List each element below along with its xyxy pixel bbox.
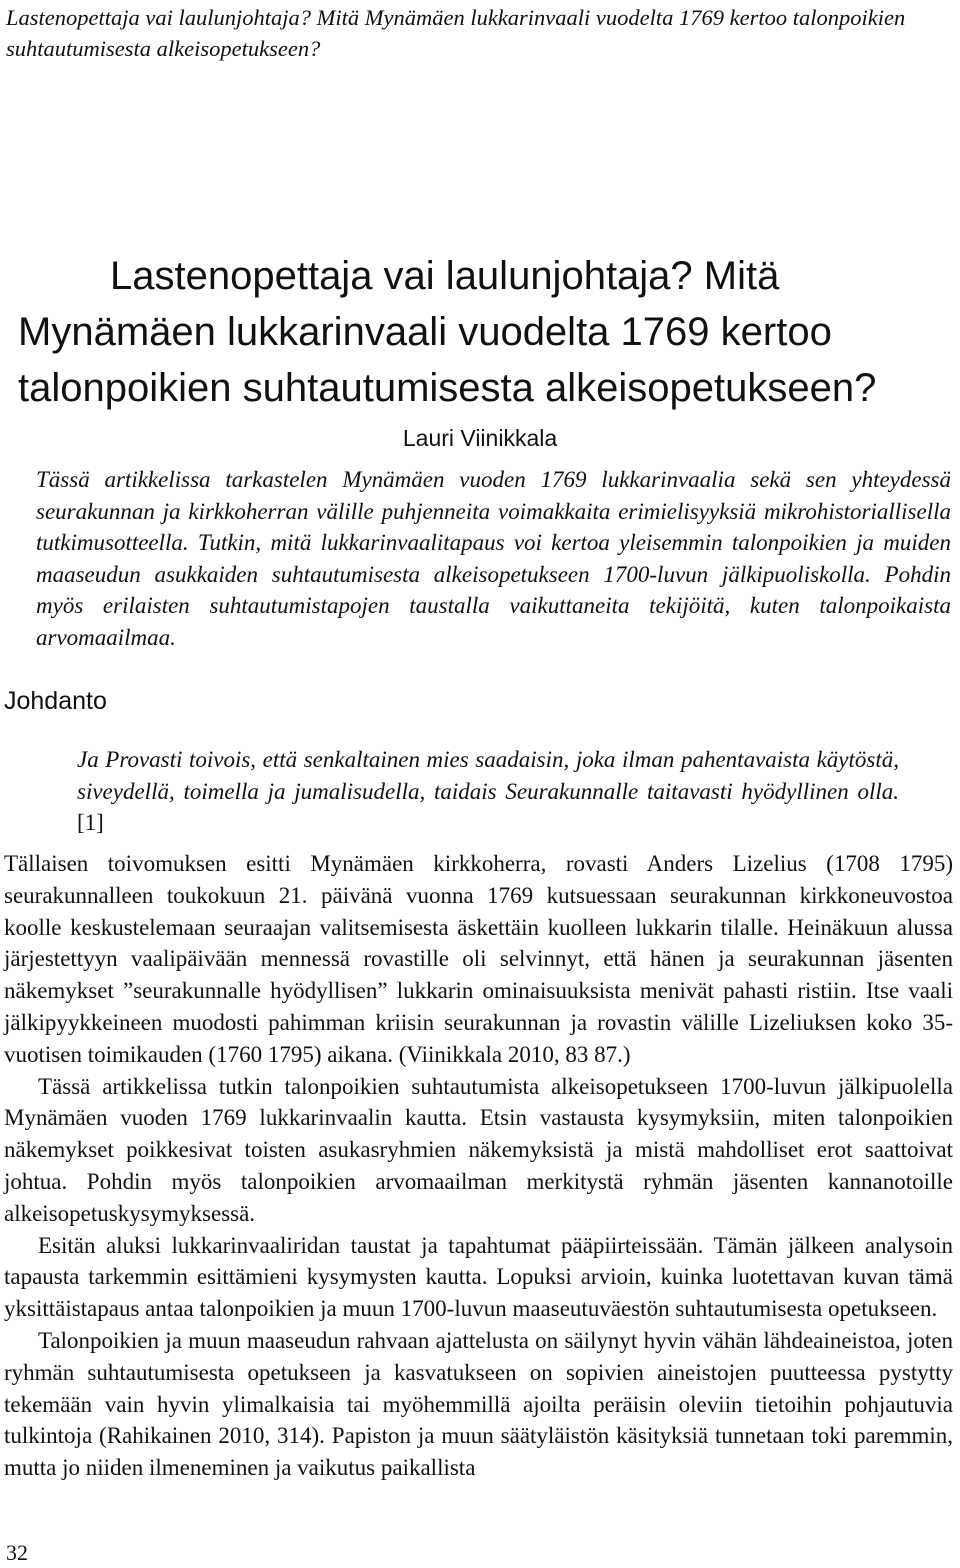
paragraph-4: Talonpoikien ja muun maaseudun rahvaan ajattelusta on säilynyt hyvin vähän lähdeaineistoa, joten ryhmän suhtautumisesta opetukseen ja kasvatukseen on sopivien aineistojen puutteessa pystytty tekemään vain hyvin ylimalkaisia tai myöhemmillä ajoilta peräisin oleviin tietoihin pohjautuvia tulkintoja (Rahikainen 2010, 314). Papiston ja muun säätyläistön käsityksiä tunnetaan toki paremmin, mutta jo niiden ilmeneminen ja vaikutus paikallista	[4, 1327, 953, 1481]
quote-text: Ja Provasti toivois, että senkaltainen mies saadaisin, joka ilman pahentavaista käytöstä, siveydellä, toimella ja jumalisudella, taidais Seurakunnalle taitavasti hyödyllinen olla.	[77, 747, 899, 804]
epigraph-quote	[77, 744, 899, 839]
paragraph-3: Esitän aluksi lukkarinvaaliridan taustat ja tapahtumat pääpiirteissään. Tämän jälkeen analysoin tapausta tarkemmin esittämieni kysymysten kautta. Lopuksi arvioin, kuinka luotettavan kuvan tämä yksittäistapaus antaa talonpoikien ja muun 1700-luvun maaseutuväestön suhtautumisesta opetukseen.	[4, 1232, 953, 1322]
article-title-line-3: talonpoikien suhtautumisesta alkeisopetukseen?	[18, 366, 877, 410]
article-title-line-2: Mynämäen lukkarinvaali vuodelta 1769 kertoo	[18, 310, 832, 354]
paragraph-1: Tällaisen toivomuksen esitti Mynämäen kirkkoherra, rovasti Anders Lizelius (1708 1795) seurakunnalleen toukokuun 21. päivänä vuonna 1769 kutsuessaan seurakunnan kirkkoneuvostoa koolle keskustelemaan seuraajan valitsemisesta äskettäin kuolleen lukkarin tilalle. Heinäkuun alussa järjestettyyn vaalipäivään mennessä rovastille oli selvinnyt, että hänen ja seurakunnan jäsenten näkemykset ”seurakunnalle hyödyllisen” lukkarin ominaisuuksista menivät pahasti ristiin. Itse vaali jälkipyykkeineen muodosti pahimman kriisin seurakunnan ja rovastin välille Lizeliuksen koko 35-vuotisen toimikauden (1760 1795) aikana. (Viinikkala 2010, 83 87.)	[4, 851, 953, 1067]
abstract: Tässä artikkelissa tarkastelen Mynämäen vuoden 1769 lukkarinvaalia sekä sen yhteydessä seurakunnan ja kirkkoherran välille puhjenneita voimakkaita erimielisyyksiä mikrohistoriallisella tutkimusotteella. Tutkin, mitä lukkarinvaalitapaus voi kertoa yleisemmin talonpoikien ja muiden maaseudun asukkaiden suhtautumisesta alkeisopetukseen 1700-luvun jälkipuoliskolla. Pohdin myös erilaisten suhtautumistapojen taustalla vaikuttaneita tekijöitä, kuten talonpoikaista arvomaailmaa.	[36, 467, 951, 650]
article-title	[18, 248, 948, 416]
section-heading-introduction: Johdanto	[4, 687, 107, 715]
author-name: Lauri Viinikkala	[402, 425, 558, 451]
page-number: 32	[6, 1540, 28, 1565]
paragraph-2: Tässä artikkelissa tutkin talonpoikien suhtautumista alkeisopetukseen 1700-luvun jälkipuolella Mynämäen vuoden 1769 lukkarinvaalin kautta. Etsin vastausta kysymyksiin, miten talonpoikien näkemykset poikkesivat toisten asukasryhmien näkemyksistä ja mistä mahdolliset erot saattoivat johtua. Pohdin myös talonpoikien arvomaailman merkitystä ryhmän jäsenten kannanotoille alkeisopetuskysymyksessä.	[4, 1073, 953, 1226]
running-header: Lastenopettaja vai laulunjohtaja? Mitä Mynämäen lukkarinvaali vuodelta 1769 kertoo talonpoikien suhtautumisesta alkeisopetukseen?	[6, 5, 906, 61]
footnote-reference[interactable]: [1]	[77, 810, 104, 836]
body-text	[4, 848, 953, 1484]
article-title-line-1: Lastenopettaja vai laulunjohtaja? Mitä	[110, 254, 780, 298]
